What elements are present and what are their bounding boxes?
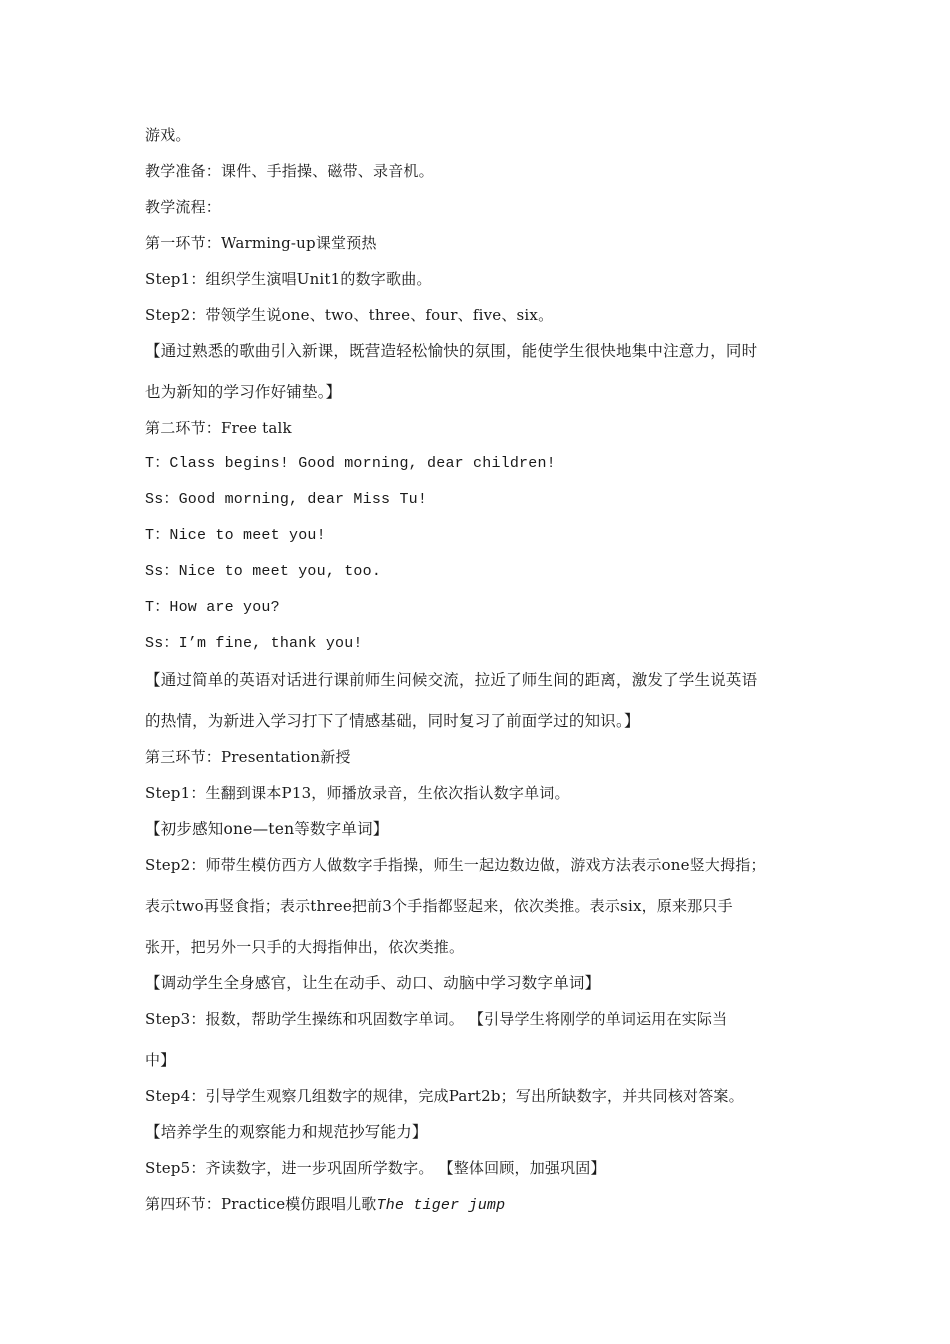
section-heading xyxy=(145,1194,505,1216)
text-line: 教学流程： xyxy=(145,198,222,216)
note-line: 的热情，为新进入学习打下了情感基础，同时复习了前面学过的知识。】 xyxy=(145,712,640,730)
note-line: 【培养学生的观察能力和规范抄写能力】 xyxy=(145,1123,428,1141)
note-line: 【初步感知one—ten等数字单词】 xyxy=(145,820,389,838)
text-line: Step1：组织学生演唱Unit1的数字歌曲。 xyxy=(145,270,432,288)
dialogue-line: Ss：I’m fine, thank you! xyxy=(145,635,363,652)
text-line: Step1：生翻到课本P13，师播放录音，生依次指认数字单词。 xyxy=(145,784,570,802)
dialogue-line: T：Nice to meet you! xyxy=(145,527,326,544)
note-line: 【通过熟悉的歌曲引入新课，既营造轻松愉快的氛围，能使学生很快地集中注意力，同时 xyxy=(145,342,758,360)
text-line: Step2：师带生模仿西方人做数字手指操，师生一起边数边做，游戏方法表示one竖大拇指； xyxy=(145,856,766,874)
dialogue-line: T：How are you? xyxy=(145,599,280,616)
dialogue-line: Ss：Good morning, dear Miss Tu! xyxy=(145,491,428,508)
song-title: The tiger jump xyxy=(376,1197,506,1214)
dialogue-line: Ss：Nice to meet you, too. xyxy=(145,563,382,580)
section-heading: 第三环节：Presentation新授 xyxy=(145,748,351,766)
text-line: Step2：带领学生说one、two、three、four、five、six。 xyxy=(145,306,554,324)
text-line: 教学准备：课件、手指操、磁带、录音机。 xyxy=(145,162,434,180)
text-line: 游戏。 xyxy=(145,126,191,144)
text-line: Step3：报数，帮助学生操练和巩固数字单词。 【引导学生将刚学的单词运用在实际当 xyxy=(145,1010,728,1028)
note-line: 也为新知的学习作好铺垫。】 xyxy=(145,383,342,401)
section-heading-text: 第四环节：Practice模仿跟唱儿歌 xyxy=(145,1195,377,1213)
section-heading: 第一环节：Warming-up课堂预热 xyxy=(145,234,377,252)
note-line: 【通过简单的英语对话进行课前师生问候交流，拉近了师生间的距离，激发了学生说英语 xyxy=(145,671,758,689)
dialogue-line: T：Class begins! Good morning, dear children! xyxy=(145,455,556,472)
text-line: 中】 xyxy=(145,1051,176,1069)
text-line: Step4：引导学生观察几组数字的规律，完成Part2b；写出所缺数字，并共同核对答案。 xyxy=(145,1087,744,1105)
text-line: 表示two再竖食指；表示three把前3个手指都竖起来，依次类推。表示six，原来那只手 xyxy=(145,897,733,915)
text-line: Step5：齐读数字，进一步巩固所学数字。 【整体回顾，加强巩固】 xyxy=(145,1159,606,1177)
section-heading: 第二环节：Free talk xyxy=(145,419,292,437)
text-line: 张开，把另外一只手的大拇指伸出，依次类推。 xyxy=(145,938,465,956)
note-line: 【调动学生全身感官，让生在动手、动口、动脑中学习数字单词】 xyxy=(145,974,601,992)
